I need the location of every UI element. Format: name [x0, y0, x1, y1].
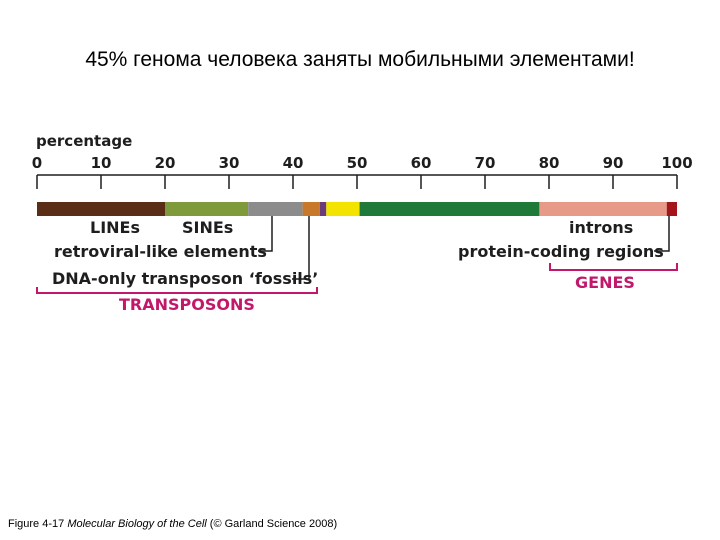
tick-label: 70 — [474, 154, 496, 172]
slide-title: 45% генома человека заняты мобильными элементами! — [85, 48, 635, 71]
bar-segment — [326, 202, 359, 216]
figure-caption — [8, 518, 337, 530]
genome-bar — [37, 202, 677, 216]
retroviral-label: retroviral-like elements — [54, 242, 267, 261]
bar-segment — [303, 202, 320, 216]
caption-prefix: Figure 4-17 — [8, 518, 68, 530]
sines-label: SINEs — [182, 218, 234, 237]
bar-segment — [667, 202, 677, 216]
dna-only-label: DNA-only transposon ‘fossils’ — [52, 269, 319, 288]
genes-label: GENES — [575, 273, 635, 292]
tick-label: 80 — [538, 154, 560, 172]
caption-book-title: Molecular Biology of the Cell — [67, 518, 207, 530]
tick-label: 50 — [346, 154, 368, 172]
bar-segment — [320, 202, 326, 216]
tick-label: 30 — [218, 154, 240, 172]
genes-bracket — [550, 263, 677, 270]
tick-label: 20 — [154, 154, 176, 172]
tick-label: 0 — [31, 154, 43, 172]
axis-ticks — [32, 154, 693, 189]
tick-label: 60 — [410, 154, 432, 172]
protein-coding-label: protein-coding regions — [458, 242, 664, 261]
tick-label: 40 — [282, 154, 304, 172]
tick-label: 10 — [90, 154, 112, 172]
tick-label: 90 — [602, 154, 624, 172]
caption-suffix: (© Garland Science 2008) — [206, 518, 338, 530]
bar-segment — [248, 202, 302, 216]
lines-label: LINEs — [90, 218, 140, 237]
bar-segment — [37, 202, 165, 216]
bar-segment — [165, 202, 248, 216]
bar-segment — [539, 202, 666, 216]
axis-label: percentage — [36, 132, 133, 150]
tick-label: 100 — [661, 154, 693, 172]
transposons-label: TRANSPOSONS — [119, 295, 255, 314]
bar-segment — [360, 202, 540, 216]
introns-label: introns — [569, 218, 634, 237]
